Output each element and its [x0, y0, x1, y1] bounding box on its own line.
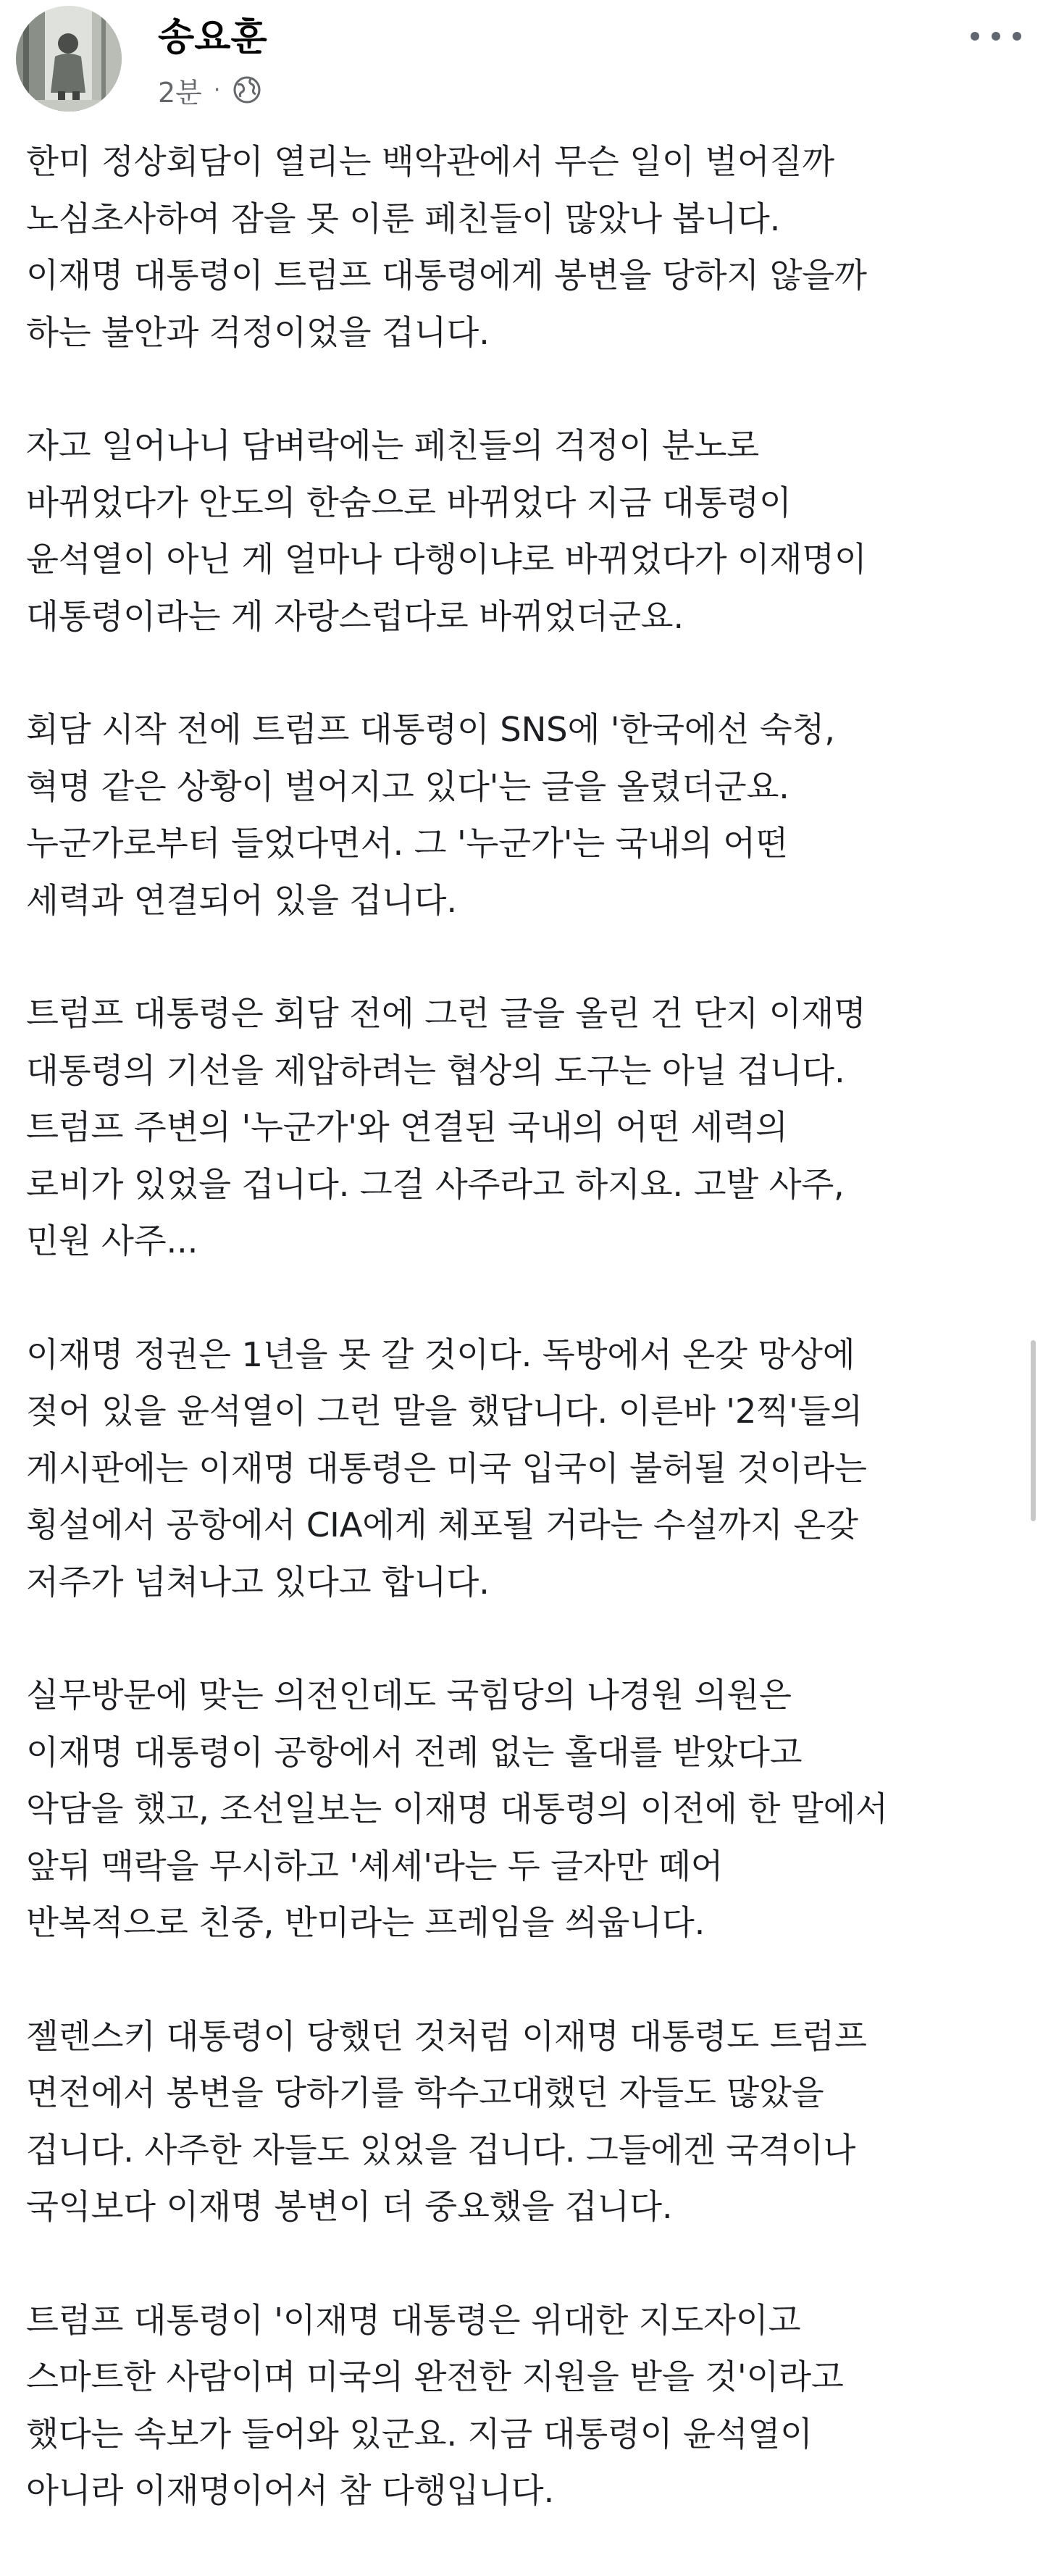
text-line: 악담을 했고, 조선일보는 이재명 대통령의 이전에 한 말에서 [26, 1789, 888, 1828]
more-options-icon[interactable] [971, 22, 1021, 51]
text-line: 세력과 연결되어 있을 겁니다. [26, 880, 457, 920]
text-line: 자고 일어나니 담벼락에는 페친들의 걱정이 분노로 [26, 426, 760, 465]
text-line: 아니라 이재명이어서 참 다행입니다. [26, 2471, 555, 2510]
author-avatar[interactable] [16, 6, 122, 112]
post-timestamp[interactable]: 2분 [158, 76, 202, 109]
meta-separator: · [213, 77, 221, 103]
paragraph [26, 985, 989, 1270]
text-line: 이재명 대통령이 공항에서 전례 없는 홀대를 받았다고 [26, 1732, 803, 1772]
text-line: 회담 시작 전에 트럼프 대통령이 SNS에 '한국에선 숙청, [26, 710, 835, 749]
author-name[interactable]: 송요훈 [158, 16, 267, 59]
post-body [26, 133, 989, 2576]
text-line: 바뀌었다가 안도의 한숨으로 바뀌었다 지금 대통령이 [26, 482, 792, 522]
text-line: 트럼프 대통령은 회담 전에 그런 글을 올린 건 단지 이재명 [26, 994, 866, 1033]
text-line: 저주가 넘쳐나고 있다고 합니다. [26, 1562, 490, 1602]
more-dot [992, 32, 1000, 41]
text-line: 겁니다. 사주한 자들도 있었을 겁니다. 그들에겐 국격이나 [26, 2130, 856, 2170]
text-line: 로비가 있었을 겁니다. 그걸 사주라고 하지요. 고발 사주, [26, 1164, 845, 1204]
text-line: 혁명 같은 상황이 벌어지고 있다'는 글을 올렸더군요. [26, 766, 789, 806]
more-dot [971, 32, 979, 41]
paragraph [26, 1326, 989, 1611]
paragraph [26, 2292, 989, 2519]
paragraph [26, 417, 989, 645]
post-header [0, 0, 1043, 130]
text-line: 윤석열이 아닌 게 얼마나 다행이냐로 바뀌었다가 이재명이 [26, 540, 867, 579]
post-meta [158, 70, 262, 110]
text-line: 횡설에서 공항에서 CIA에게 체포될 거라는 수설까지 온갖 [26, 1505, 858, 1544]
text-line: 젖어 있을 윤석열이 그런 말을 했답니다. 이른바 '2찍'들의 [26, 1392, 863, 1431]
text-line: 노심초사하여 잠을 못 이룬 페친들이 많았나 봅니다. [26, 198, 781, 238]
text-line: 이재명 대통령이 트럼프 대통령에게 봉변을 당하지 않을까 [26, 256, 867, 295]
text-line: 트럼프 주변의 '누군가'와 연결된 국내의 어떤 세력의 [26, 1108, 788, 1147]
paragraph [26, 1667, 989, 1952]
paragraph [26, 2008, 989, 2236]
text-line: 대통령이라는 게 자랑스럽다로 바뀌었더군요. [26, 596, 684, 636]
text-line: 면전에서 봉변을 당하기를 학수고대했던 자들도 많았을 [26, 2073, 824, 2112]
text-line: 한미 정상회담이 열리는 백악관에서 무슨 일이 벌어질까 [26, 142, 835, 181]
text-line: 하는 불안과 걱정이었을 겁니다. [26, 312, 490, 352]
text-line: 스마트한 사람이며 미국의 완전한 지원을 받을 것'이라고 [26, 2357, 844, 2396]
avatar-photo [16, 6, 122, 112]
paragraph [26, 701, 989, 929]
text-line: 국익보다 이재명 봉변이 더 중요했을 겁니다. [26, 2187, 673, 2226]
paragraph [26, 133, 989, 361]
text-line: 트럼프 대통령이 '이재명 대통령은 위대한 지도자이고 [26, 2300, 801, 2340]
text-line: 했다는 속보가 들어와 있군요. 지금 대통령이 윤석열이 [26, 2414, 813, 2454]
text-line: 누군가로부터 들었다면서. 그 '누군가'는 국내의 어떤 [26, 824, 788, 863]
text-line: 게시판에는 이재명 대통령은 미국 입국이 불허될 것이라는 [26, 1448, 867, 1488]
more-dot [1013, 32, 1021, 41]
text-line: 민원 사주... [26, 1221, 198, 1260]
text-line: 젤렌스키 대통령이 당했던 것처럼 이재명 대통령도 트럼프 [26, 2016, 867, 2056]
text-line: 반복적으로 친중, 반미라는 프레임을 씌웁니다. [26, 1903, 705, 1942]
text-line: 실무방문에 맞는 의전인데도 국힘당의 나경원 의원은 [26, 1676, 792, 1715]
text-line: 대통령의 기선을 제압하려는 협상의 도구는 아닐 겁니다. [26, 1050, 845, 1090]
scrollbar-thumb[interactable] [1031, 1340, 1036, 1521]
text-line: 앞뒤 맥락을 무시하고 '셰셰'라는 두 글자만 떼어 [26, 1846, 724, 1886]
text-line: 이재명 정권은 1년을 못 갈 것이다. 독방에서 온갖 망상에 [26, 1334, 855, 1374]
globe-icon[interactable] [232, 75, 262, 105]
